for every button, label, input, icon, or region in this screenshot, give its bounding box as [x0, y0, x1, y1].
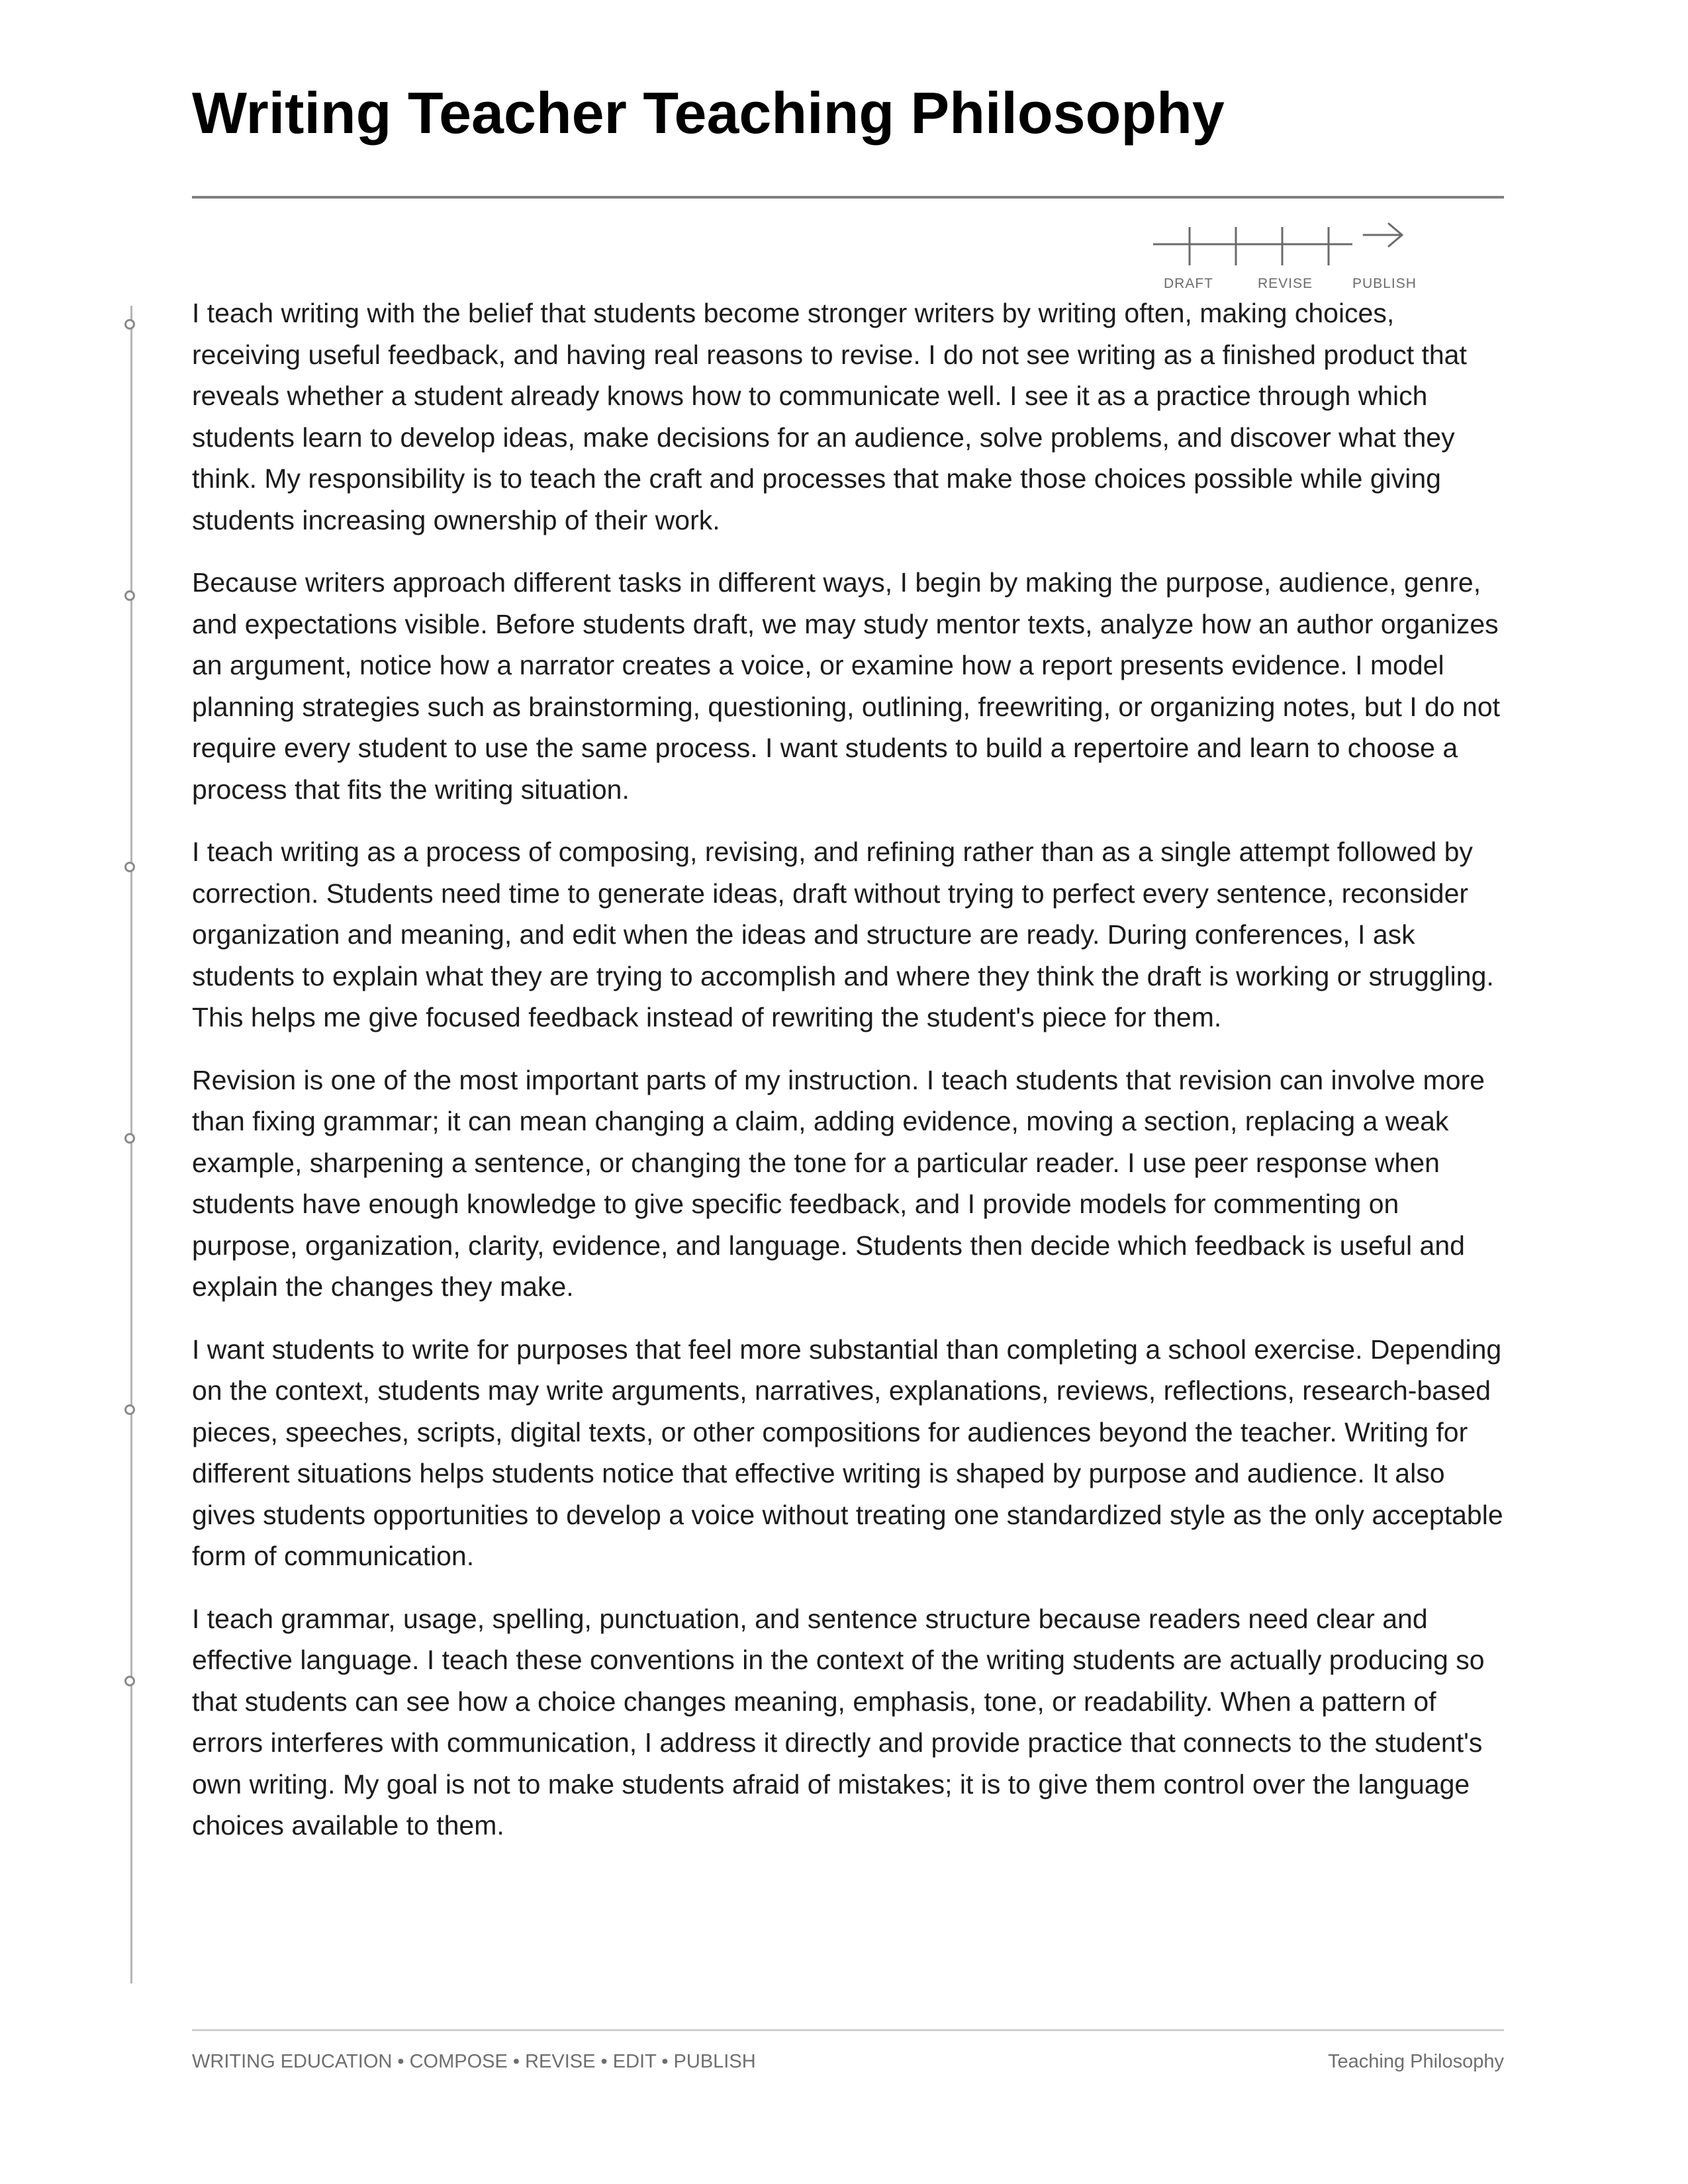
paragraph-revision: Revision is one of the most important parts of my instruction. I teach students that revision can involve more than fixing grammar; it can mean changing a claim, adding evidence, moving a section, replacing a weak example, sharpening a sentence, or changing the tone for a particular reader. I use peer response when students have enough knowledge to give specific feedback, and I provide models for commenting on purpose, organization, clarity, evidence, and language. Students then decide which feedback is useful and explain the changes they make. — [192, 1064, 1485, 1302]
timeline-marker — [124, 862, 135, 872]
paragraph-conventions: I teach grammar, usage, spelling, punctuation, and sentence structure because readers need clear and effective language. I teach these conventions in the context of the writing students are actually producing so that students can see how a choice changes meaning, emphasis, tone, or readability. When a pattern of errors interferes with communication, I address it directly and provide practice that connects to the student's own writing. My goal is not to make students afraid of mistakes; it is to give them control over the language choices available to them. — [192, 1603, 1485, 1841]
footer-right-text: Teaching Philosophy — [1327, 2051, 1504, 2072]
paragraph-planning: Because writers approach different tasks in different ways, I begin by making the purpose, audience, genre, and expectations visible. Before students draft, we may study mentor texts, analyze how an author organizes an argument, notice how a narrator creates a voice, or examine how a report presents evidence. I model planning strategies such as brainstorming, questioning, outlining, freewriting, or organizing notes, but I do not require every student to use the same process. I want students to build a repertoire and learn to choose a process that fits the writing situation. — [192, 567, 1501, 805]
footer-left-text: WRITING EDUCATION • COMPOSE • REVISE • EDIT • PUBLISH — [192, 2051, 756, 2072]
philosophy-body — [192, 293, 1509, 1868]
document-title: Writing Teacher Teaching Philosophy — [192, 80, 1225, 146]
process-label-publish: PUBLISH — [1352, 276, 1417, 291]
timeline-marker — [124, 319, 135, 330]
timeline-rail — [130, 306, 132, 1983]
paragraph-process: I teach writing as a process of composing, revising, and refining rather than as a single attempt followed by correction. Students need time to generate ideas, draft without trying to perfect every sentence, reconsider organization and meaning, and edit when the ideas and structure are ready. During conferences, I ask students to explain what they are trying to accomplish and where they think the draft is working or struggling. This helps me give focused feedback instead of rewriting the student's piece for them. — [192, 837, 1494, 1032]
timeline-marker — [124, 1404, 135, 1415]
arrow-right-icon — [1364, 224, 1402, 246]
timeline-marker — [124, 1133, 135, 1144]
timeline-marker — [124, 590, 135, 601]
paragraph-purposes: I want students to write for purposes that feel more substantial than completing a school exercise. Depending on the context, students may write arguments, narratives, explanations, reviews, reflections, research-based pieces, speeches, scripts, digital texts, or other compositions for audiences beyond the teacher. Writing for different situations helps students notice that effective writing is shaped by purpose and audience. It also gives students opportunities to develop a voice without treating one standardized style as the only acceptable form of communication. — [192, 1334, 1503, 1571]
timeline-marker — [124, 1676, 135, 1686]
footer-divider — [192, 2029, 1504, 2031]
process-label-revise: REVISE — [1258, 276, 1313, 291]
paragraph-belief: I teach writing with the belief that students become stronger writers by writing often, making choices, receiving useful feedback, and having real reasons to revise. I do not see writing as a finished product that reveals whether a student already knows how to communicate well. I see it as a practice through which students learn to develop ideas, make decisions for an audience, solve problems, and discover what they think. My responsibility is to teach the craft and processes that make those choices possible while giving students increasing ownership of their work. — [192, 298, 1467, 535]
title-divider — [192, 196, 1504, 199]
process-label-draft: DRAFT — [1164, 276, 1213, 291]
